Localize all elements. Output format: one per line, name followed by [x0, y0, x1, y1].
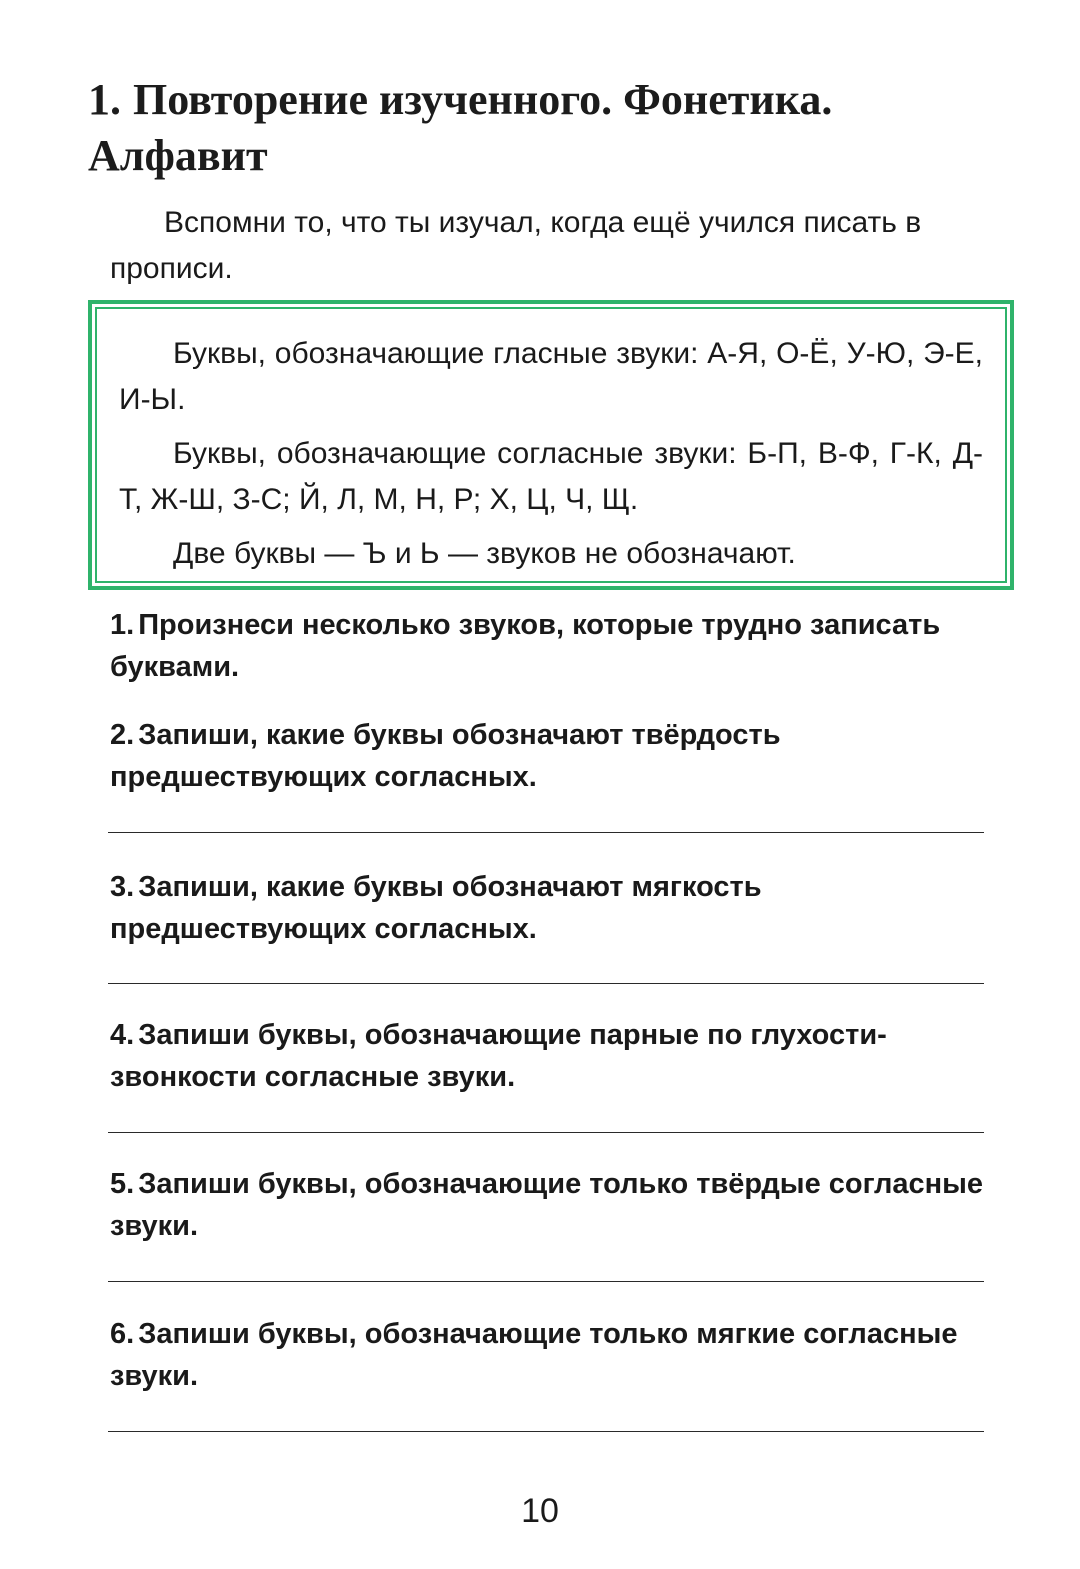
answer-line-3[interactable] — [108, 983, 984, 984]
answer-line-2[interactable] — [108, 832, 984, 833]
task-number: 4. — [110, 1019, 135, 1051]
rule-box — [88, 300, 1014, 590]
task-text: Запиши, какие буквы обозначают твёрдость предшествующих согласных. — [110, 719, 781, 793]
task-text: Запиши буквы, обозначающие только твёрдые согласные звуки. — [110, 1168, 984, 1242]
rule-consonants: Буквы, обозначающие согласные звуки: Б-П, В-Ф, Г-К, Д-Т, Ж-Ш, З-С; Й, Л, М, Н, Р; Х, Ц, Ч, Щ. — [119, 437, 983, 516]
task-2 — [110, 714, 990, 798]
answer-line-5[interactable] — [108, 1281, 984, 1282]
section-title: Повторение изученного. Фонетика. Алфавит — [88, 75, 833, 180]
task-number: 5. — [110, 1168, 135, 1200]
rule-vowels: Буквы, обозначающие гласные звуки: А-Я, О-Ё, У-Ю, Э-Е, И-Ы. — [119, 337, 983, 416]
rule-box-inner — [95, 307, 1007, 583]
task-number: 2. — [110, 719, 135, 751]
task-text: Запиши буквы, обозначающие парные по глухости-звонкости согласные звуки. — [110, 1019, 887, 1093]
task-5 — [110, 1163, 990, 1247]
task-4 — [110, 1014, 990, 1098]
task-text: Запиши буквы, обозначающие только мягкие согласные звуки. — [110, 1318, 958, 1392]
section-number: 1. — [88, 75, 121, 124]
section-heading — [88, 72, 1008, 184]
answer-line-4[interactable] — [108, 1132, 984, 1133]
task-text: Произнеси несколько звуков, которые трудно записать буквами. — [110, 609, 941, 683]
task-number: 6. — [110, 1318, 135, 1350]
page-number: 10 — [521, 1492, 559, 1530]
task-number: 1. — [110, 609, 135, 641]
task-number: 3. — [110, 871, 135, 903]
task-6 — [110, 1313, 990, 1397]
task-1 — [110, 604, 990, 688]
intro-text: Вспомни то, что ты изучал, когда ещё учился писать в прописи. — [110, 206, 922, 285]
answer-line-6[interactable] — [108, 1431, 984, 1432]
task-3 — [110, 866, 990, 950]
rule-signs: Две буквы — Ъ и Ь — звуков не обозначают. — [173, 537, 796, 570]
task-text: Запиши, какие буквы обозначают мягкость предшествующих согласных. — [110, 871, 762, 945]
